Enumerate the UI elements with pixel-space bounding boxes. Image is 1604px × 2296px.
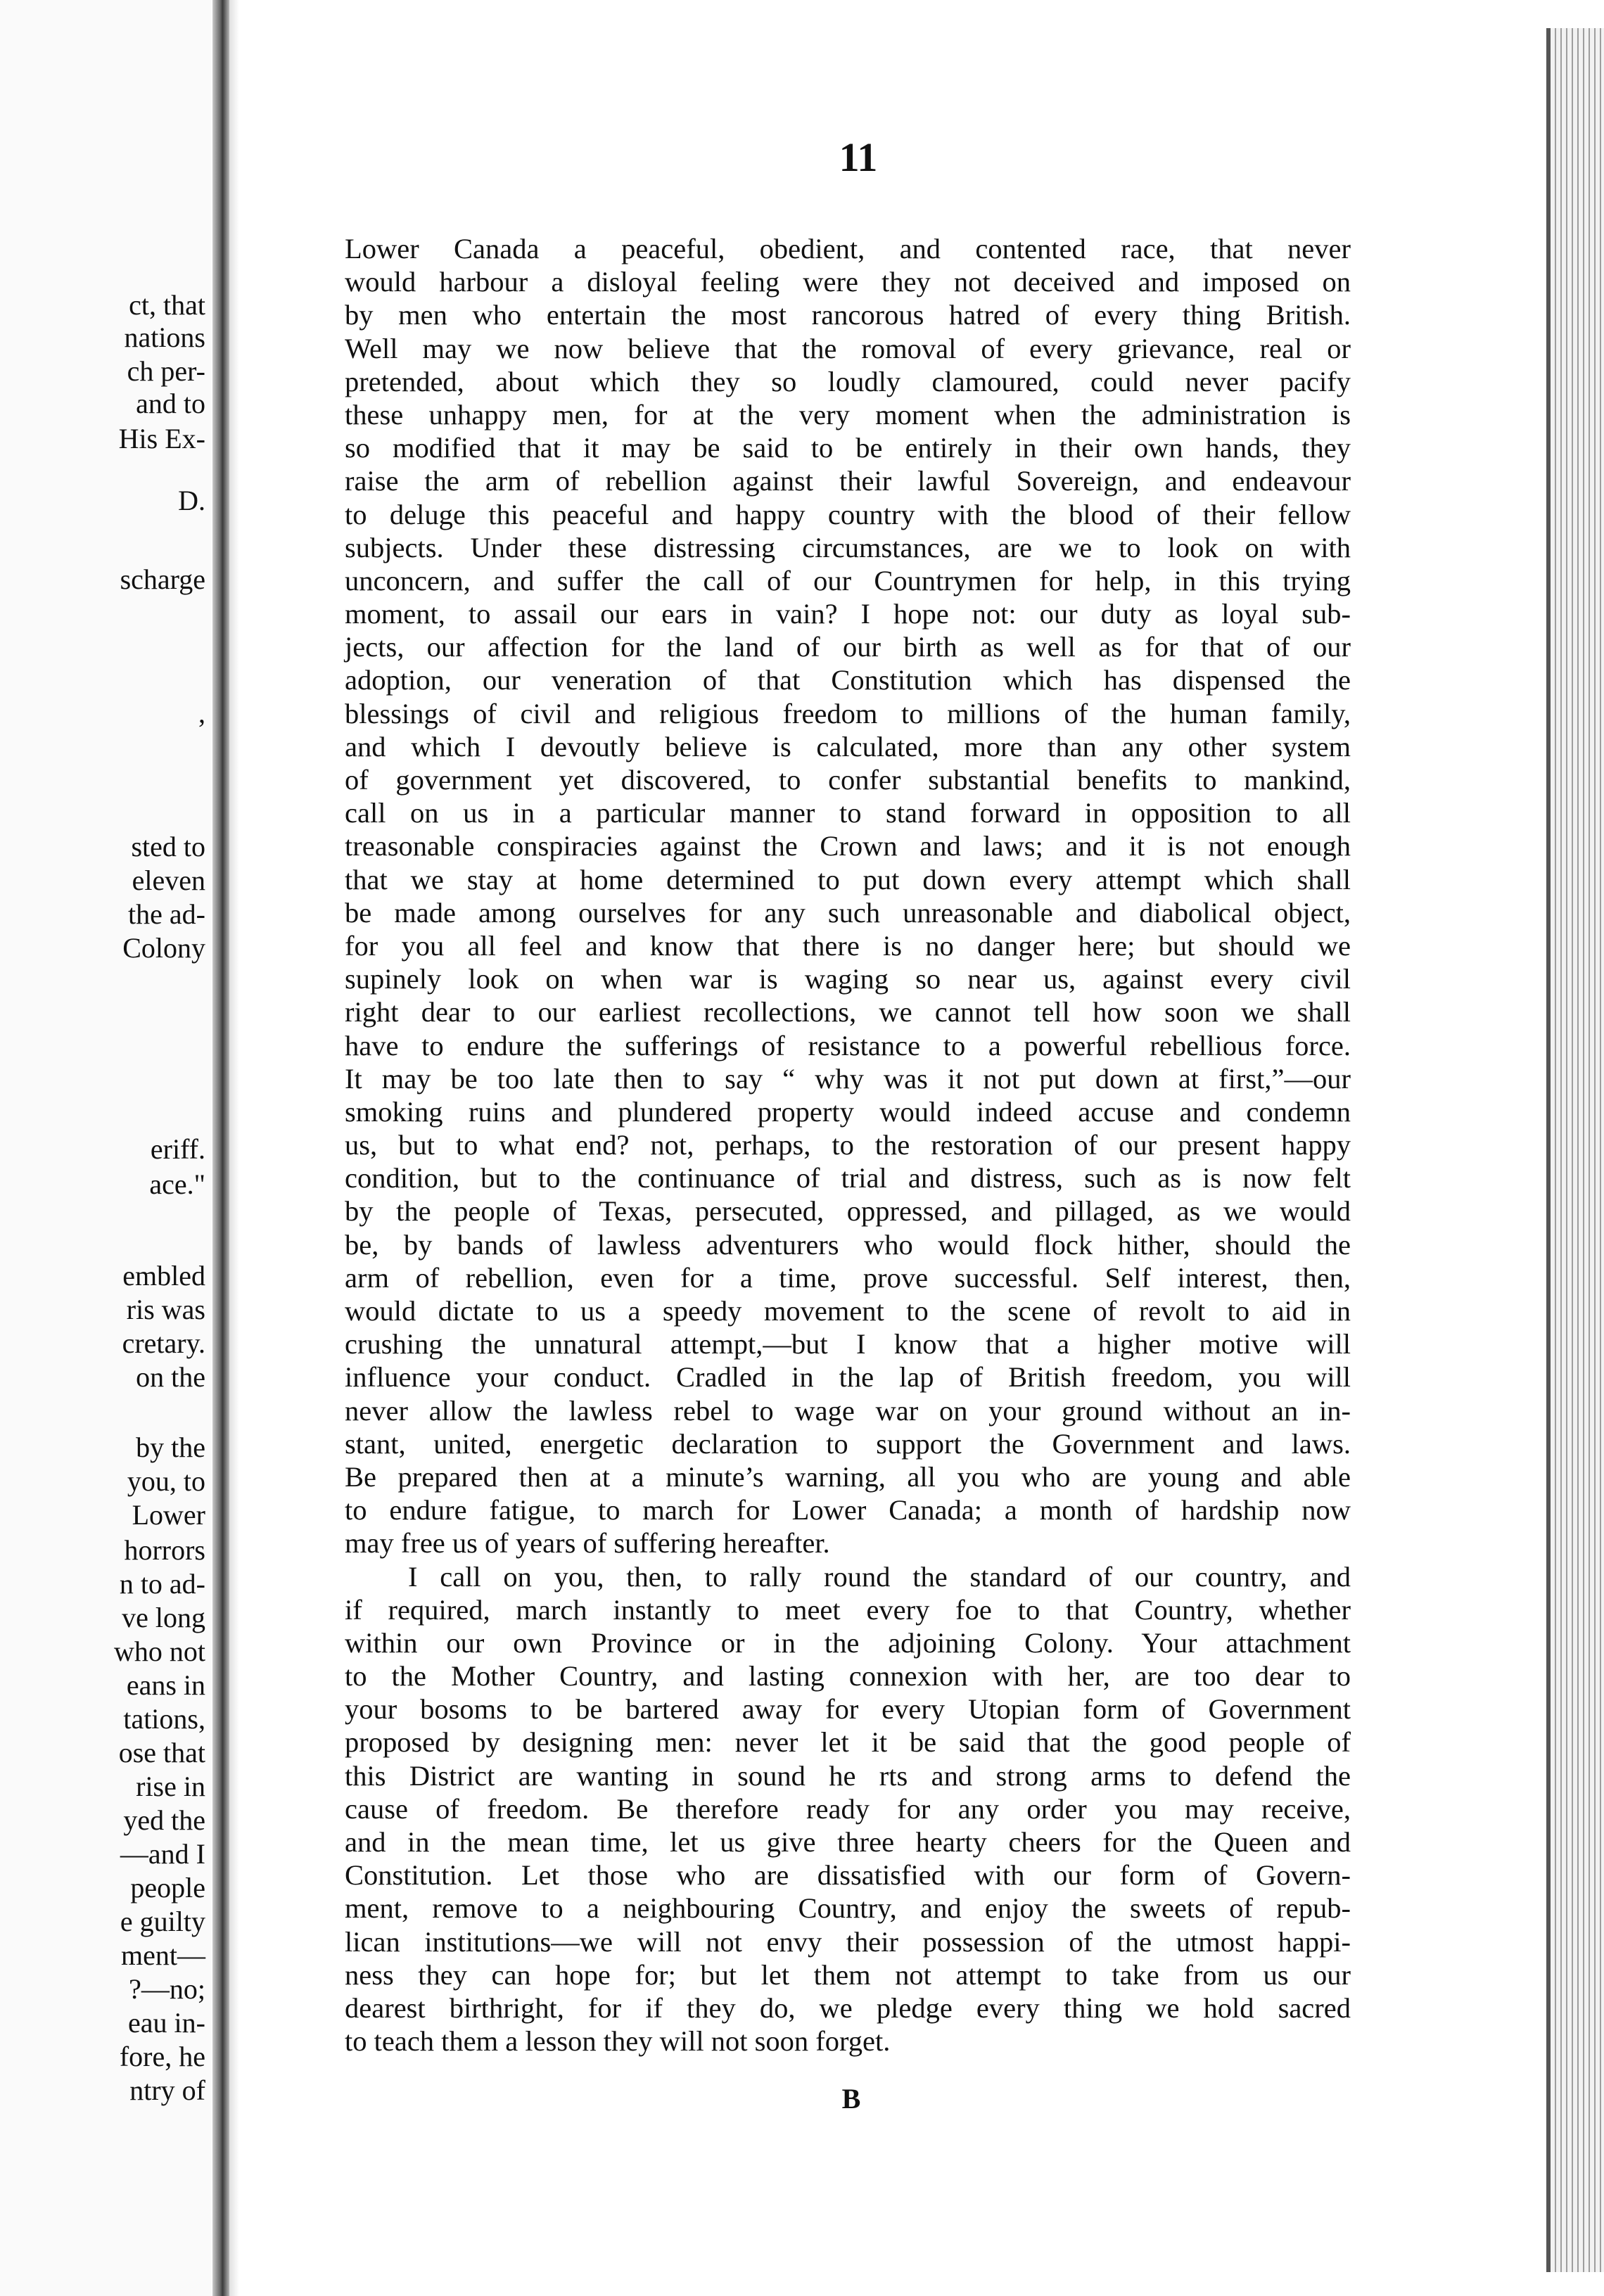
- left-page-line: scharge: [120, 563, 205, 595]
- text-line: your bosoms to be bartered away for every Utopian form of Government: [345, 1693, 1351, 1726]
- text-line: condition, but to the continuance of trial and distress, such as is now felt: [345, 1162, 1351, 1194]
- left-page-line: ose that: [118, 1737, 205, 1768]
- left-page-line: eau in-: [128, 2007, 205, 2039]
- left-page-line: fore, he: [119, 2041, 205, 2072]
- left-page-line: eleven: [132, 865, 205, 896]
- text-line: Well may we now believe that the romoval of every grievance, real or: [345, 332, 1351, 364]
- left-page-line: by the: [136, 1431, 205, 1463]
- text-line: treasonable conspiracies against the Crown and laws; and it is not enough: [345, 830, 1351, 862]
- left-page-line: e guilty: [120, 1906, 205, 1937]
- book-page-edges: [1551, 28, 1604, 2272]
- text-line: blessings of civil and religious freedom to millions of the human family,: [345, 697, 1351, 729]
- page-edge-shadow: [229, 0, 239, 2296]
- text-line: may free us of years of suffering hereafter.: [345, 1527, 830, 1560]
- left-page-line: ?—no;: [129, 1973, 205, 2005]
- text-line: lican institutions—we will not envy their possession of the utmost happi-: [345, 1925, 1351, 1958]
- book-gutter: [212, 0, 229, 2296]
- text-line: if required, march instantly to meet every foe to that Country, whether: [345, 1593, 1351, 1626]
- text-line: crushing the unnatural attempt,—but I know that a higher motive will: [345, 1328, 1351, 1360]
- page-body-text: [345, 232, 1351, 2058]
- text-line: proposed by designing men: never let it be said that the good people of: [345, 1726, 1351, 1759]
- text-line: to deluge this peaceful and happy country with the blood of their fellow: [345, 498, 1351, 530]
- left-page-line: you, to: [127, 1465, 205, 1497]
- text-line: be made among ourselves for any such unreasonable and diabolical object,: [345, 896, 1351, 929]
- left-page-line: rise in: [136, 1771, 205, 1802]
- text-line: to the Mother Country, and lasting connexion with her, are too dear to: [345, 1660, 1351, 1692]
- text-line: never allow the lawless rebel to wage war on your ground without an in-: [345, 1394, 1351, 1427]
- text-line: and which I devoutly believe is calculated, more than any other system: [345, 730, 1351, 763]
- signature-mark: B: [841, 2083, 861, 2115]
- text-line: arm of rebellion, even for a time, prove successful. Self interest, then,: [345, 1261, 1351, 1294]
- text-line: Constitution. Let those who are dissatisfied with our form of Govern-: [345, 1859, 1351, 1892]
- left-page-line: ve long: [122, 1602, 205, 1633]
- text-line: call on us in a particular manner to stand forward in opposition to all: [345, 797, 1351, 829]
- left-facing-page: [0, 0, 211, 2296]
- text-line: so modified that it may be said to be entirely in their own hands, they: [345, 432, 1351, 464]
- left-page-line: embled: [122, 1260, 205, 1292]
- left-page-line: horrors: [124, 1534, 205, 1566]
- left-page-line: Colony: [122, 932, 205, 964]
- text-line: pretended, about which they so loudly clamoured, could never pacify: [345, 365, 1351, 397]
- text-line: to teach them a lesson they will not soon forget.: [345, 2025, 891, 2058]
- text-line: within our own Province or in the adjoining Colony. Your attachment: [345, 1626, 1351, 1659]
- left-page-line: eriff.: [150, 1133, 205, 1165]
- text-line: for you all feel and know that there is no danger here; but should we: [345, 929, 1351, 962]
- text-line: these unhappy men, for at the very moment when the administration is: [345, 398, 1351, 431]
- left-page-line: D.: [178, 485, 205, 516]
- text-line: would dictate to us a speedy movement to the scene of revolt to aid in: [345, 1295, 1351, 1327]
- text-line: us, but to what end? not, perhaps, to the restoration of our present happy: [345, 1129, 1351, 1161]
- left-page-line: ntry of: [129, 2074, 205, 2106]
- text-line: that we stay at home determined to put down every attempt which shall: [345, 863, 1351, 895]
- left-page-line: who not: [114, 1635, 205, 1667]
- text-line: subjects. Under these distressing circumstances, are we to look on with: [345, 531, 1351, 563]
- text-line: raise the arm of rebellion against their lawful Sovereign, and endeavour: [345, 465, 1351, 497]
- text-line: jects, our affection for the land of our birth as well as for that of our: [345, 631, 1351, 663]
- left-page-line: the ad-: [128, 898, 205, 930]
- left-page-line: eans in: [126, 1669, 205, 1701]
- left-page-line: yed the: [123, 1804, 205, 1836]
- text-line: be, by bands of lawless adventurers who would flock hither, should the: [345, 1228, 1351, 1261]
- text-line: influence your conduct. Cradled in the lap of British freedom, you will: [345, 1361, 1351, 1393]
- text-line: unconcern, and suffer the call of our Countrymen for help, in this trying: [345, 564, 1351, 597]
- text-line: would harbour a disloyal feeling were they not deceived and imposed on: [345, 266, 1351, 298]
- text-line: ment, remove to a neighbouring Country, and enjoy the sweets of repub-: [345, 1892, 1351, 1925]
- text-line: Be prepared then at a minute’s warning, all you who are young and able: [345, 1460, 1351, 1493]
- left-page-line: sted to: [131, 831, 205, 862]
- left-page-line: ,: [198, 697, 205, 729]
- left-page-line: n to ad-: [119, 1568, 205, 1600]
- left-page-line: on the: [136, 1361, 205, 1393]
- text-line: stant, united, energetic declaration to support the Government and laws.: [345, 1427, 1351, 1460]
- text-line: adoption, our veneration of that Constitution which has dispensed the: [345, 664, 1351, 696]
- text-line: It may be too late then to say “ why was it not put down at first,”—our: [345, 1062, 1351, 1095]
- left-page-line: ment—: [121, 1939, 205, 1971]
- left-page-line: Lower: [132, 1499, 205, 1531]
- text-line: this District are wanting in sound he rts and strong arms to defend the: [345, 1759, 1351, 1792]
- left-page-line: ris was: [126, 1294, 205, 1325]
- text-line: by men who entertain the most rancorous hatred of every thing British.: [345, 299, 1351, 331]
- left-page-line: and to: [136, 388, 205, 419]
- left-page-line: ch per-: [127, 355, 205, 387]
- text-line: moment, to assail our ears in vain? I hope not: our duty as loyal sub-: [345, 598, 1351, 630]
- text-line: supinely look on when war is waging so near us, against every civil: [345, 963, 1351, 995]
- text-line: have to endure the sufferings of resistance to a powerful rebellious force.: [345, 1029, 1351, 1061]
- left-page-line: people: [130, 1872, 205, 1903]
- text-line: I call on you, then, to rally round the standard of our country, and: [408, 1560, 1351, 1593]
- text-line: by the people of Texas, persecuted, oppressed, and pillaged, as we would: [345, 1195, 1351, 1227]
- left-page-line: ct, that: [129, 289, 205, 321]
- left-page-line: tations,: [123, 1703, 205, 1735]
- text-line: and in the mean time, let us give three hearty cheers for the Queen and: [345, 1826, 1351, 1858]
- left-page-line: cretary.: [122, 1327, 205, 1359]
- text-line: of government yet discovered, to confer substantial benefits to mankind,: [345, 764, 1351, 796]
- left-page-line: nations: [124, 321, 205, 353]
- page-number: 11: [839, 134, 878, 180]
- text-line: smoking ruins and plundered property would indeed accuse and condemn: [345, 1095, 1351, 1128]
- text-line: ness they can hope for; but let them not attempt to take from us our: [345, 1958, 1351, 1991]
- left-page-line: His Ex-: [118, 423, 205, 454]
- text-line: dearest birthright, for if they do, we pledge every thing we hold sacred: [345, 1991, 1351, 2024]
- left-page-line: —and I: [120, 1838, 205, 1870]
- text-line: right dear to our earliest recollections, we cannot tell how soon we shall: [345, 996, 1351, 1028]
- text-line: cause of freedom. Be therefore ready for any order you may receive,: [345, 1792, 1351, 1825]
- text-line: Lower Canada a peaceful, obedient, and contented race, that never: [345, 233, 1351, 264]
- text-line: to endure fatigue, to march for Lower Canada; a month of hardship now: [345, 1494, 1351, 1526]
- left-page-line: ace.": [149, 1168, 205, 1200]
